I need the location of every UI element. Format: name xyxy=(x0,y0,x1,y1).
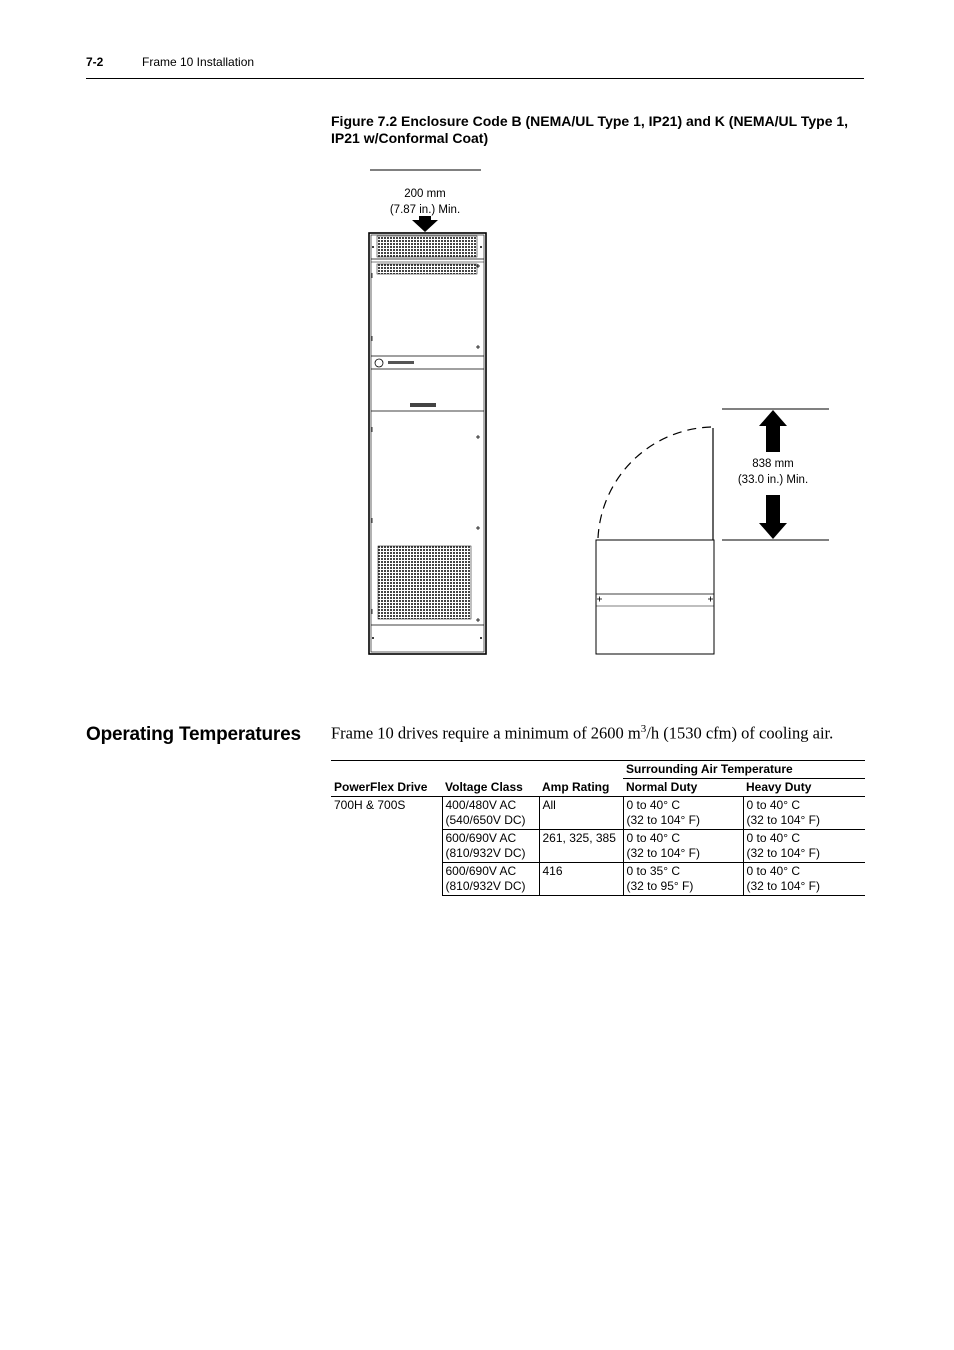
section-title: Operating Temperatures xyxy=(86,724,301,745)
lower-vent-grille xyxy=(378,546,471,619)
cooling-text-1: Frame 10 drives require a minimum of 2600 m xyxy=(331,723,641,743)
top-clearance-arrow xyxy=(412,216,438,232)
cell-normal-duty: 0 to 35° C (32 to 95° F) xyxy=(623,863,743,896)
header-voltage-class: Voltage Class xyxy=(442,761,539,797)
front-clearance-arrow-down xyxy=(759,495,787,539)
figure-caption: Figure 7.2 Enclosure Code B (NEMA/UL Type 1, IP21) and K (NEMA/UL Type 1, IP21 w/Conformal Coat) xyxy=(331,113,849,146)
enclosure-front-view xyxy=(369,233,486,654)
upper-vent-grille xyxy=(377,264,477,274)
chapter-title: Frame 10 Installation xyxy=(142,55,255,69)
cell-heavy-duty: 0 to 40° C (32 to 104° F) xyxy=(743,797,865,830)
page-number: 7-2 xyxy=(86,55,104,69)
cell-voltage: 600/690V AC (810/932V DC) xyxy=(442,863,539,896)
front-clearance-arrow-up xyxy=(759,410,787,452)
cell-amp: All xyxy=(539,797,623,830)
header-amp-rating: Amp Rating xyxy=(539,761,623,797)
cell-normal-duty: 0 to 40° C (32 to 104° F) xyxy=(623,797,743,830)
cell-normal-duty: 0 to 40° C (32 to 104° F) xyxy=(623,830,743,863)
top-vent-grille xyxy=(377,236,477,257)
front-clearance-label-2: (33.0 in.) Min. xyxy=(737,474,809,486)
cell-heavy-duty: 0 to 40° C (32 to 104° F) xyxy=(743,863,865,896)
cell-amp: 261, 325, 385 xyxy=(539,830,623,863)
cell-drive: 700H & 700S xyxy=(331,797,442,896)
enclosure-side-view xyxy=(596,427,714,654)
header-powerflex-drive: PowerFlex Drive xyxy=(331,761,442,797)
table-row xyxy=(331,797,865,830)
header-surrounding-air-temperature: Surrounding Air Temperature xyxy=(623,761,865,779)
cell-voltage: 600/690V AC (810/932V DC) xyxy=(442,830,539,863)
header-normal-duty: Normal Duty xyxy=(623,779,743,797)
cell-heavy-duty: 0 to 40° C (32 to 104° F) xyxy=(743,830,865,863)
cell-voltage: 400/480V AC (540/650V DC) xyxy=(442,797,539,830)
operating-temperature-table xyxy=(331,760,865,896)
door-swing-arc xyxy=(598,427,711,538)
cooling-text-2: /h (1530 cfm) of cooling air. xyxy=(646,723,834,743)
front-clearance-label-1: 838 mm xyxy=(752,458,794,470)
cooling-superscript: 3 xyxy=(640,723,647,735)
cell-amp: 416 xyxy=(539,863,623,896)
header-heavy-duty: Heavy Duty xyxy=(743,779,865,797)
top-clearance-label-1: 200 mm xyxy=(404,188,446,200)
cooling-air-text xyxy=(331,723,833,744)
top-clearance-label-2: (7.87 in.) Min. xyxy=(389,204,461,216)
